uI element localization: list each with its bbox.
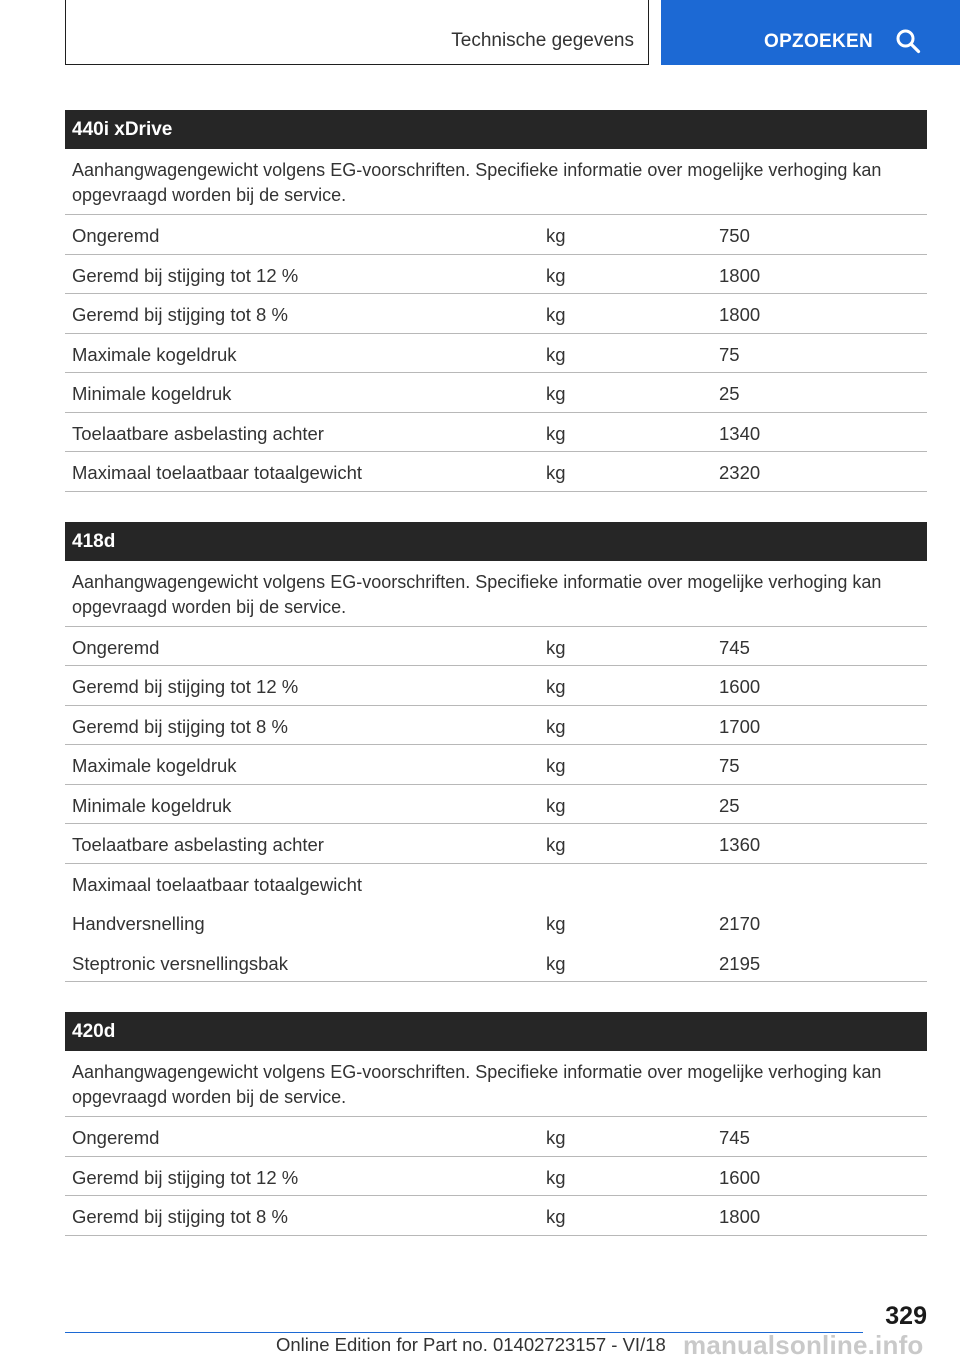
search-icon bbox=[895, 28, 921, 54]
row-value: 750 bbox=[719, 225, 750, 246]
page-header bbox=[0, 0, 960, 66]
row-value: 25 bbox=[719, 383, 740, 404]
row-value: 1600 bbox=[719, 1166, 761, 1188]
section-description: Aanhangwagengewicht volgens EG-voorschriften. Specifieke informatie over mogelijke verhoging kan opgevraagd worden bij de service. bbox=[65, 149, 927, 215]
spec-section-418d bbox=[65, 522, 927, 983]
section-description: Aanhangwagengewicht volgens EG-voorschriften. Specifieke informatie over mogelijke verhoging kan opgevraagd worden bij de service. bbox=[65, 1051, 927, 1117]
row-label: Toelaatbare asbelasting achter bbox=[72, 834, 324, 855]
section-description: Aanhangwagengewicht volgens EG-voorschriften. Specifieke informatie over mogelijke verhoging kan opgevraagd worden bij de service. bbox=[65, 561, 927, 627]
row-unit: kg bbox=[546, 715, 566, 737]
row-label: Geremd bij stijging tot 8 % bbox=[72, 1206, 288, 1227]
row-unit: kg bbox=[546, 1206, 566, 1227]
row-value: 25 bbox=[719, 794, 740, 816]
row-unit: kg bbox=[546, 1166, 566, 1188]
row-label: Steptronic versnellingsbak bbox=[72, 952, 288, 974]
search-button-label: OPZOEKEN bbox=[764, 31, 874, 52]
row-value: 745 bbox=[719, 1127, 750, 1148]
row-label: Maximaal toelaatbaar totaalgewicht bbox=[72, 873, 362, 895]
row-value: 1800 bbox=[719, 264, 761, 286]
row-label: Geremd bij stijging tot 8 % bbox=[72, 304, 288, 325]
row-unit: kg bbox=[546, 1127, 566, 1148]
row-value: 745 bbox=[719, 636, 750, 658]
row-unit: kg bbox=[546, 422, 566, 444]
row-unit: kg bbox=[546, 794, 566, 816]
row-unit: kg bbox=[546, 636, 566, 658]
section-title: 418d bbox=[65, 522, 927, 561]
row-label: Maximaal toelaatbaar totaalgewicht bbox=[72, 462, 362, 483]
table-row bbox=[65, 334, 927, 374]
row-unit: kg bbox=[546, 755, 566, 776]
row-label: Ongeremd bbox=[72, 225, 160, 246]
row-label: Minimale kogeldruk bbox=[72, 383, 232, 404]
spec-content bbox=[65, 110, 927, 1266]
row-label: Ongeremd bbox=[72, 1127, 160, 1148]
row-label: Geremd bij stijging tot 12 % bbox=[72, 264, 299, 286]
section-title: 440i xDrive bbox=[65, 110, 927, 149]
row-value: 75 bbox=[719, 755, 740, 776]
header-title-box bbox=[65, 0, 649, 65]
row-value: 1600 bbox=[719, 676, 761, 697]
table-row bbox=[65, 666, 927, 706]
row-value: 2320 bbox=[719, 462, 761, 483]
row-label: Ongeremd bbox=[72, 636, 160, 658]
table-row bbox=[65, 903, 927, 943]
row-value: 1360 bbox=[719, 834, 761, 855]
row-label: Geremd bij stijging tot 8 % bbox=[72, 715, 288, 737]
row-value: 1800 bbox=[719, 1206, 761, 1227]
table-row bbox=[65, 943, 927, 983]
row-unit: kg bbox=[546, 304, 566, 325]
table-row bbox=[65, 452, 927, 492]
row-unit: kg bbox=[546, 264, 566, 286]
row-value: 2195 bbox=[719, 952, 761, 974]
row-unit: kg bbox=[546, 834, 566, 855]
row-label: Minimale kogeldruk bbox=[72, 794, 232, 816]
row-unit: kg bbox=[546, 343, 566, 365]
row-unit: kg bbox=[546, 462, 566, 483]
search-button[interactable] bbox=[661, 0, 960, 65]
table-row bbox=[65, 215, 927, 255]
table-row bbox=[65, 373, 927, 413]
table-row bbox=[65, 255, 927, 295]
table-row bbox=[65, 627, 927, 667]
table-row bbox=[65, 294, 927, 334]
table-row bbox=[65, 1196, 927, 1236]
brand-watermark: manualsonline.info bbox=[683, 1330, 924, 1360]
row-label: Geremd bij stijging tot 12 % bbox=[72, 1166, 299, 1188]
table-row bbox=[65, 824, 927, 864]
row-label: Handversnelling bbox=[72, 913, 205, 934]
table-row bbox=[65, 1117, 927, 1157]
spec-section-440i-xdrive bbox=[65, 110, 927, 492]
row-value: 75 bbox=[719, 343, 740, 365]
section-title: 420d bbox=[65, 1012, 927, 1051]
row-value: 2170 bbox=[719, 913, 761, 934]
chapter-title: Technische gegevens bbox=[451, 30, 634, 51]
spec-section-420d bbox=[65, 1012, 927, 1236]
table-row bbox=[65, 413, 927, 453]
table-row bbox=[65, 745, 927, 785]
row-value: 1340 bbox=[719, 422, 761, 444]
page-number: 329 bbox=[885, 1302, 927, 1330]
row-value: 1800 bbox=[719, 304, 761, 325]
row-label: Geremd bij stijging tot 12 % bbox=[72, 676, 299, 697]
row-label: Maximale kogeldruk bbox=[72, 755, 237, 776]
row-label: Toelaatbare asbelasting achter bbox=[72, 422, 324, 444]
row-value: 1700 bbox=[719, 715, 761, 737]
row-unit: kg bbox=[546, 383, 566, 404]
table-row bbox=[65, 785, 927, 825]
table-row bbox=[65, 706, 927, 746]
table-group-heading bbox=[65, 864, 927, 904]
table-row bbox=[65, 1157, 927, 1197]
row-unit: kg bbox=[546, 225, 566, 246]
edition-text: Online Edition for Part no. 01402723157 - VI/18 bbox=[276, 1334, 666, 1355]
row-label: Maximale kogeldruk bbox=[72, 343, 237, 365]
row-unit: kg bbox=[546, 676, 566, 697]
row-unit: kg bbox=[546, 913, 566, 934]
row-unit: kg bbox=[546, 952, 566, 974]
